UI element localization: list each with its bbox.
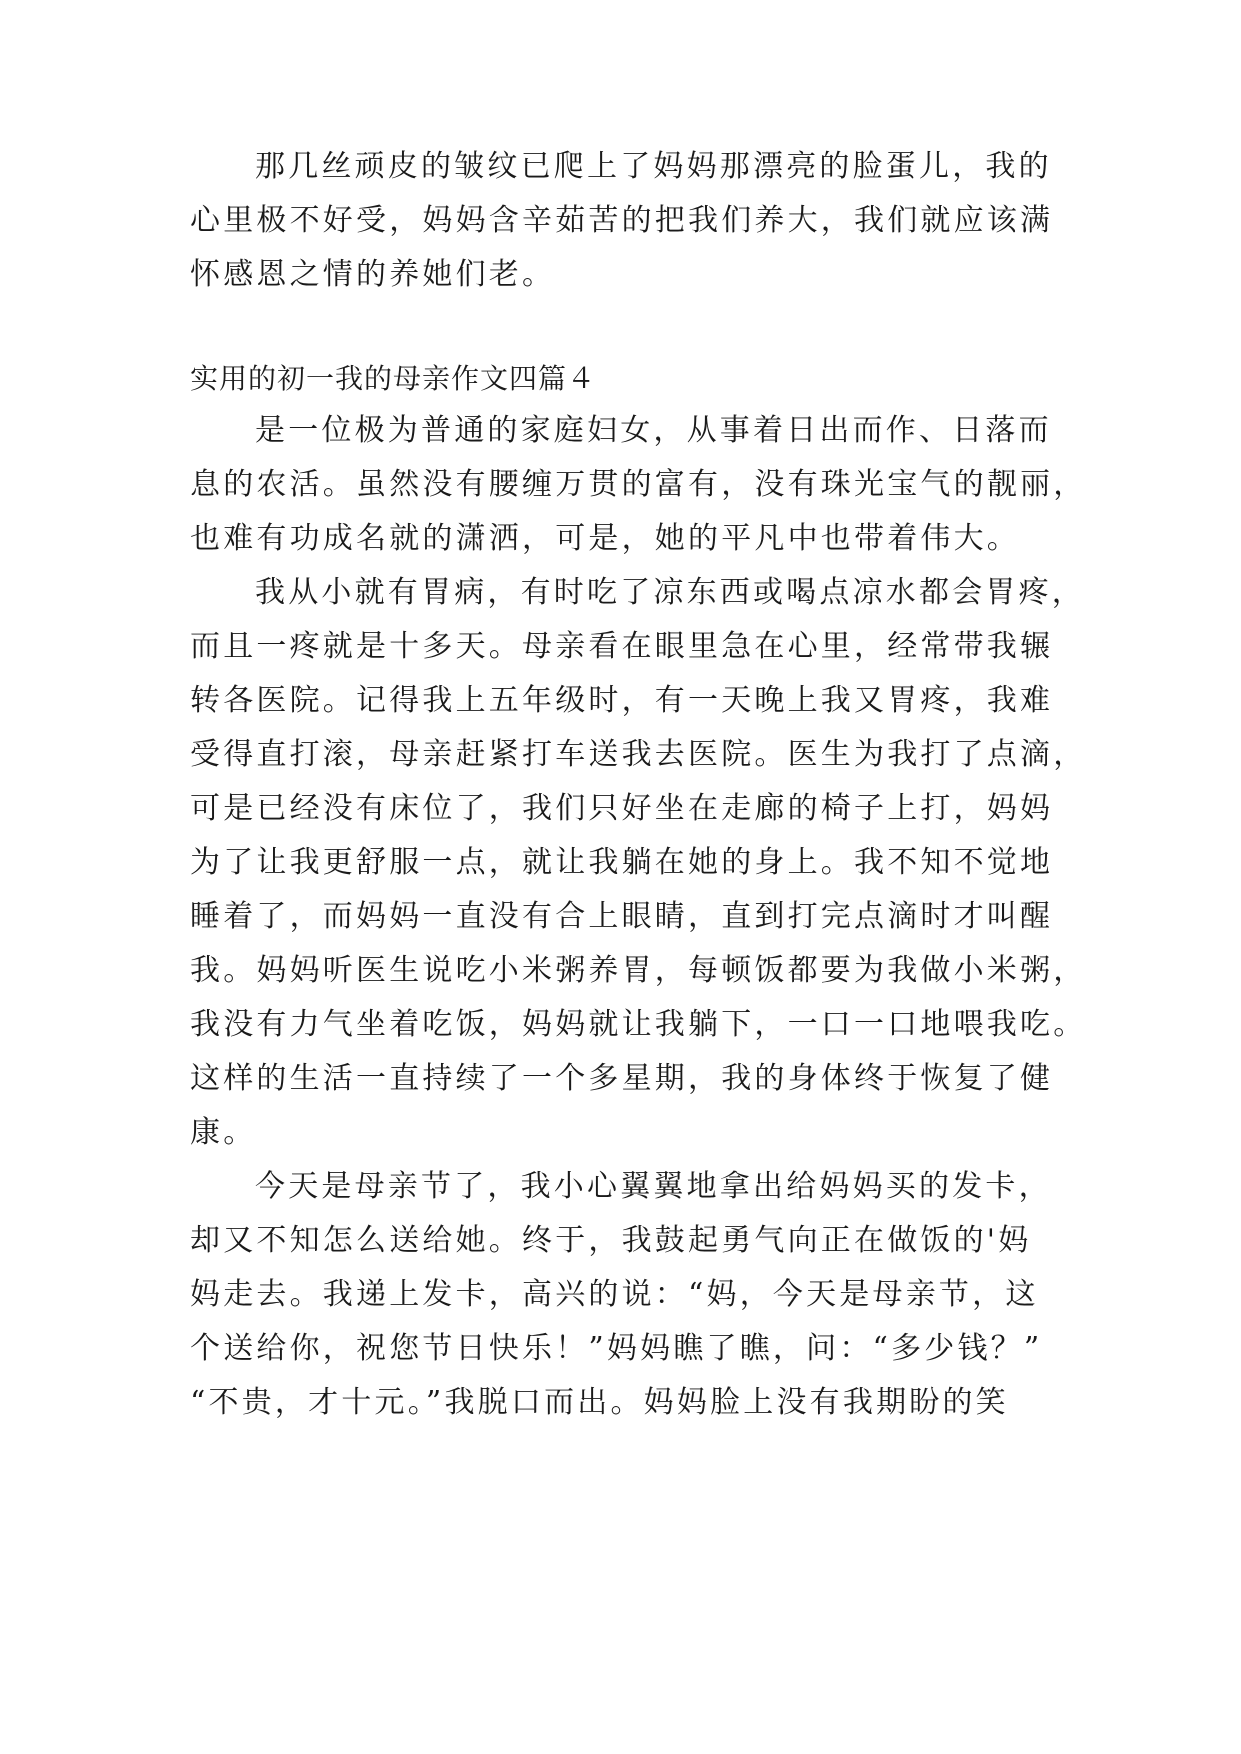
paragraph-line: 我。妈妈听医生说吃小米粥养胃，每顿饭都要为我做小米粥， xyxy=(190,953,1087,988)
paragraph-line: 心里极不好受，妈妈含辛茹苦的把我们养大，我们就应该满 xyxy=(190,203,1054,238)
paragraph-line: 转各医院。记得我上五年级时，有一天晚上我又胃疼，我难 xyxy=(190,683,1054,718)
paragraph-line: 息的农活。虽然没有腰缠万贯的富有，没有珠光宝气的靓丽， xyxy=(190,467,1087,502)
paragraph-line: 妈走去。我递上发卡，高兴的说：“妈，今天是母亲节，这 xyxy=(190,1277,1039,1312)
paragraph-line: 是一位极为普通的家庭妇女，从事着日出而作、日落而 xyxy=(255,413,1052,448)
paragraph-line: 怀感恩之情的养她们老。 xyxy=(190,257,556,292)
paragraph-line: 康。 xyxy=(190,1115,257,1150)
paragraph-line: 那几丝顽皮的皱纹已爬上了妈妈那漂亮的脸蛋儿，我的 xyxy=(255,149,1052,184)
paragraph-line: 这样的生活一直持续了一个多星期，我的身体终于恢复了健 xyxy=(190,1061,1054,1096)
paragraph-line: 为了让我更舒服一点，就让我躺在她的身上。我不知不觉地 xyxy=(190,845,1054,880)
paragraph-line: 我没有力气坐着吃饭，妈妈就让我躺下，一口一口地喂我吃。 xyxy=(190,1007,1087,1042)
paragraph-line: 今天是母亲节了，我小心翼翼地拿出给妈妈买的发卡， xyxy=(255,1169,1052,1204)
section-heading: 实用的初一我的母亲作文四篇４ xyxy=(190,362,597,395)
paragraph-line: 可是已经没有床位了，我们只好坐在走廊的椅子上打，妈妈 xyxy=(190,791,1054,826)
paragraph-line: 也难有功成名就的潇洒，可是，她的平凡中也带着伟大。 xyxy=(190,521,1020,556)
paragraph-line: 我从小就有胃病，有时吃了凉东西或喝点凉水都会胃疼， xyxy=(255,575,1085,610)
paragraph-line: 睡着了，而妈妈一直没有合上眼睛，直到打完点滴时才叫醒 xyxy=(190,899,1054,934)
paragraph-line: 个送给你，祝您节日快乐！”妈妈瞧了瞧，问：“多少钱？” xyxy=(190,1331,1043,1366)
paragraph-line: 受得直打滚，母亲赶紧打车送我去医院。医生为我打了点滴， xyxy=(190,737,1087,772)
paragraph-line: 却又不知怎么送给她。终于，我鼓起勇气向正在做饭的'妈 xyxy=(190,1223,1032,1258)
paragraph-line: 而且一疼就是十多天。母亲看在眼里急在心里，经常带我辗 xyxy=(190,629,1054,664)
paragraph-line: “不贵，才十元。”我脱口而出。妈妈脸上没有我期盼的笑 xyxy=(190,1385,1009,1420)
